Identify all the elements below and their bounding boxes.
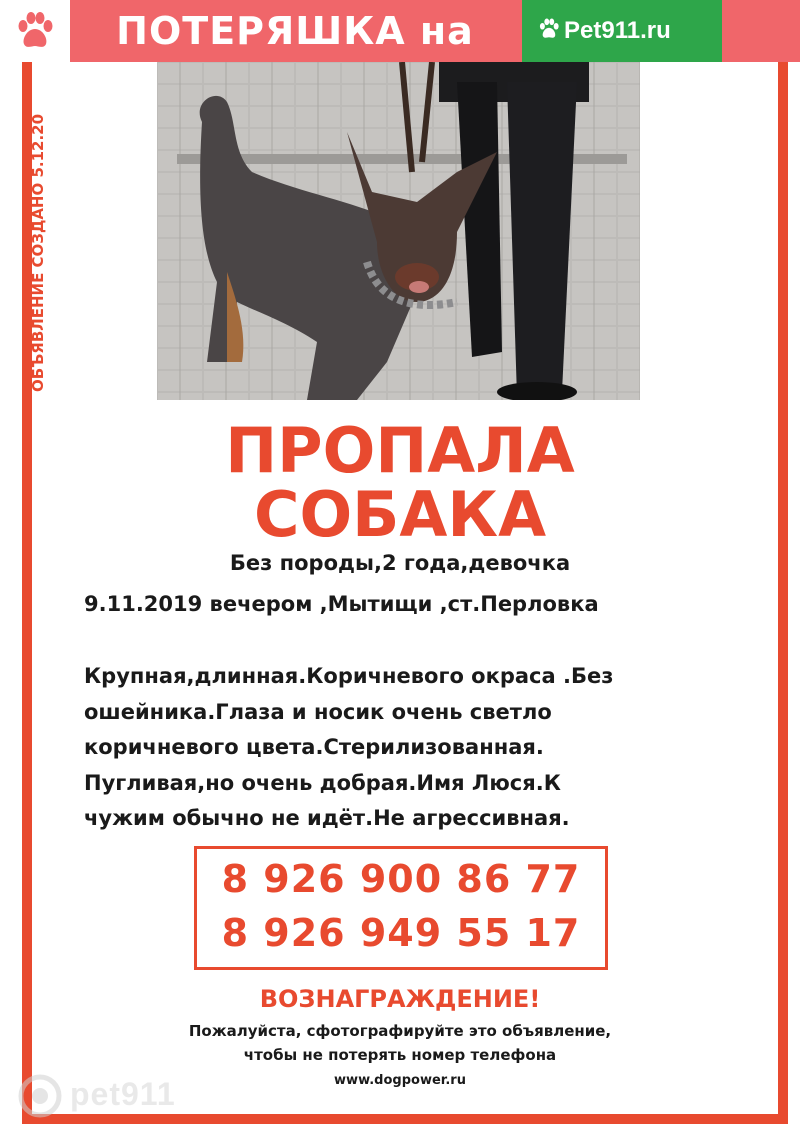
phone-box [194,846,608,970]
phone-number-2[interactable]: 8 926 949 55 17 [221,911,581,955]
date-location: 9.11.2019 вечером ,Мытищи ,ст.Перловка [84,592,599,616]
site-label: Pet911.ru [564,17,671,44]
reward-label: ВОЗНАГРАЖДЕНИЕ! [259,985,541,1013]
phone-number-1[interactable]: 8 926 900 86 77 [221,857,581,901]
website-link[interactable]: www.dogpower.ru [334,1073,466,1088]
photo-notice-line: Пожалуйста, сфотографируйте это объявление, [188,1022,612,1040]
watermark-text: pet911 [70,1076,176,1112]
top-banner [0,0,800,62]
logo-box[interactable] [0,0,70,62]
headline-dog: СОБАКА [253,478,547,551]
breed-age-sex: Без породы,2 года,девочка [229,551,571,575]
dog-photo-illustration [157,62,640,400]
paw-icon [15,12,55,50]
headline-lost: ПРОПАЛА [225,414,575,487]
watermark-paw-icon [18,1074,62,1118]
banner-title: ПОТЕРЯШКА на [116,9,474,53]
paw-icon [538,18,560,40]
site-link[interactable] [522,0,722,62]
watermark [18,1074,238,1118]
photo-notice-line: чтобы не потерять номер телефона [243,1046,557,1064]
description-line: Пугливая,но очень добрая.Имя Люся.К [84,771,561,795]
dog-photo [157,62,640,400]
description-line: ошейника.Глаза и носик очень светло [84,700,552,724]
created-date-note: ОБЪЯВЛЕНИЕ СОЗДАНО 5.12.20 [29,113,47,392]
description-line: чужим обычно не идёт.Не агрессивная. [84,806,570,830]
description-line: коричневого цвета.Стерилизованная. [84,735,544,759]
description-line: Крупная,длинная.Коричневого окраса .Без [84,664,614,688]
